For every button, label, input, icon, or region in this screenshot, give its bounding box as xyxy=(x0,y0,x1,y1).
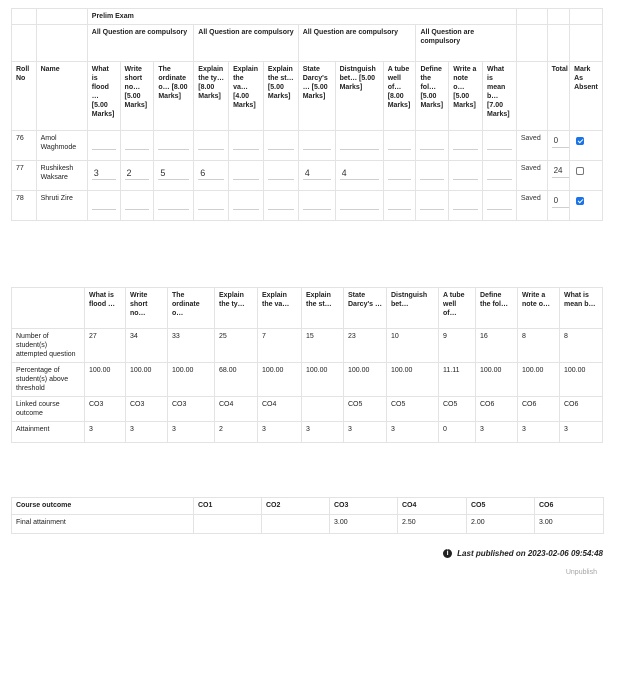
last-published-info xyxy=(443,549,603,558)
stats-value: CO4 xyxy=(258,397,302,422)
stat-question-header: The ordinate o… xyxy=(168,288,215,329)
mark-input[interactable] xyxy=(303,166,331,180)
mark-input[interactable] xyxy=(453,166,478,180)
course-outcome-header: Course outcome xyxy=(12,498,194,515)
stats-value: 8 xyxy=(560,329,603,363)
stats-value: 3 xyxy=(387,422,439,443)
stats-value: 100.00 xyxy=(302,363,344,397)
stats-value: 8 xyxy=(518,329,560,363)
question-header: What is flood … [5.00 Marks] xyxy=(87,62,120,131)
question-header: A tube well of… [8.00 Marks] xyxy=(383,62,416,131)
student-row xyxy=(12,191,603,221)
mark-input[interactable] xyxy=(198,166,224,180)
stats-value: 10 xyxy=(387,329,439,363)
question-group-label: All Question are compulsory xyxy=(416,25,516,62)
question-group-label: All Question are compulsory xyxy=(194,25,298,62)
stats-value: CO3 xyxy=(168,397,215,422)
question-header: Explain the st… [5.00 Marks] xyxy=(263,62,298,131)
mark-input[interactable] xyxy=(198,196,224,210)
stats-value: CO3 xyxy=(126,397,168,422)
marks-table xyxy=(11,8,603,221)
student-row xyxy=(12,161,603,191)
stats-value: 23 xyxy=(344,329,387,363)
final-attainment-label: Final attainment xyxy=(12,515,194,534)
stats-value: 3 xyxy=(560,422,603,443)
mark-input[interactable] xyxy=(487,196,512,210)
question-header: Distnguish bet… [5.00 Marks] xyxy=(335,62,383,131)
stats-value: 100.00 xyxy=(126,363,168,397)
stats-value: 68.00 xyxy=(215,363,258,397)
mark-input[interactable] xyxy=(125,196,150,210)
student-name: Rushikesh Waksare xyxy=(36,161,87,191)
stats-row-label: Percentage of student(s) above threshold xyxy=(12,363,85,397)
last-published-text: Last published on 2023-02-06 09:54:48 xyxy=(457,549,603,558)
final-attainment-value: 2.00 xyxy=(467,515,535,534)
stats-row xyxy=(12,422,603,443)
mark-input[interactable] xyxy=(158,166,189,180)
student-row xyxy=(12,131,603,161)
outcome-header: CO6 xyxy=(535,498,604,515)
mark-input[interactable] xyxy=(268,196,294,210)
student-name: Shruti Zire xyxy=(36,191,87,221)
final-attainment-value xyxy=(262,515,330,534)
mark-input[interactable] xyxy=(268,166,294,180)
stats-value: 9 xyxy=(439,329,476,363)
mark-input[interactable] xyxy=(92,136,116,150)
total-input[interactable] xyxy=(552,164,570,178)
mark-input[interactable] xyxy=(92,196,116,210)
stats-value: 100.00 xyxy=(476,363,518,397)
stats-value: 15 xyxy=(302,329,344,363)
stats-value: CO5 xyxy=(387,397,439,422)
mark-input[interactable] xyxy=(340,196,379,210)
stat-question-header: Explain the st… xyxy=(302,288,344,329)
save-status: Saved xyxy=(520,165,541,172)
mark-input[interactable] xyxy=(92,166,116,180)
stats-value: CO5 xyxy=(439,397,476,422)
mark-input[interactable] xyxy=(388,136,412,150)
mark-input[interactable] xyxy=(453,196,478,210)
stats-value: 100.00 xyxy=(258,363,302,397)
outcome-header: CO3 xyxy=(330,498,398,515)
stats-value: 3 xyxy=(518,422,560,443)
question-group-label: All Question are compulsory xyxy=(298,25,416,62)
mark-input[interactable] xyxy=(303,136,331,150)
stats-value: 3 xyxy=(258,422,302,443)
outcome-header: CO4 xyxy=(398,498,467,515)
stats-value: CO6 xyxy=(518,397,560,422)
stats-value: 3 xyxy=(344,422,387,443)
stat-question-header: State Darcy's … xyxy=(344,288,387,329)
stats-row xyxy=(12,329,603,363)
unpublish-button[interactable]: Unpublish xyxy=(565,569,597,576)
stats-value: 34 xyxy=(126,329,168,363)
final-attainment-value: 3.00 xyxy=(330,515,398,534)
roll-no: 77 xyxy=(12,161,37,191)
stats-value: 3 xyxy=(476,422,518,443)
stats-value: 100.00 xyxy=(518,363,560,397)
mark-input[interactable] xyxy=(125,136,150,150)
mark-input[interactable] xyxy=(158,196,189,210)
absent-header: Mark As Absent xyxy=(570,62,603,131)
absent-checkbox[interactable] xyxy=(576,197,584,205)
question-header: Define the fol… [5.00 Marks] xyxy=(416,62,449,131)
stats-value: 7 xyxy=(258,329,302,363)
mark-input[interactable] xyxy=(233,196,259,210)
question-group-label: All Question are compulsory xyxy=(87,25,194,62)
stats-value: 25 xyxy=(215,329,258,363)
stats-value: CO4 xyxy=(215,397,258,422)
stat-question-header: Define the fol… xyxy=(476,288,518,329)
question-header: The ordinate o… [8.00 Marks] xyxy=(154,62,194,131)
final-attainment-value: 2.50 xyxy=(398,515,467,534)
stats-value: 100.00 xyxy=(560,363,603,397)
absent-checkbox[interactable] xyxy=(576,137,584,145)
stats-value: 2 xyxy=(215,422,258,443)
mark-input[interactable] xyxy=(420,196,444,210)
stats-value: 27 xyxy=(85,329,126,363)
mark-input[interactable] xyxy=(158,136,189,150)
outcome-header: CO2 xyxy=(262,498,330,515)
stats-value: 16 xyxy=(476,329,518,363)
save-status: Saved xyxy=(520,195,541,202)
total-input[interactable] xyxy=(552,194,570,208)
total-input[interactable] xyxy=(552,134,570,148)
stat-question-header: What is flood … xyxy=(85,288,126,329)
stats-value xyxy=(302,397,344,422)
mark-input[interactable] xyxy=(233,166,259,180)
mark-input[interactable] xyxy=(233,136,259,150)
stats-value: CO3 xyxy=(85,397,126,422)
mark-input[interactable] xyxy=(388,196,412,210)
stats-value: CO6 xyxy=(560,397,603,422)
mark-input[interactable] xyxy=(198,136,224,150)
mark-input[interactable] xyxy=(125,166,150,180)
mark-input[interactable] xyxy=(420,136,444,150)
roll-no-header: Roll No xyxy=(12,62,37,131)
course-outcome-table xyxy=(11,497,604,534)
stats-row xyxy=(12,363,603,397)
total-header: Total xyxy=(547,62,570,131)
stat-question-header: Write short no… xyxy=(126,288,168,329)
roll-no: 78 xyxy=(12,191,37,221)
stats-value: 3 xyxy=(168,422,215,443)
stats-value: CO5 xyxy=(344,397,387,422)
name-header: Name xyxy=(36,62,87,131)
stats-value: 100.00 xyxy=(344,363,387,397)
info-icon: i xyxy=(443,549,452,558)
stats-value: 11.11 xyxy=(439,363,476,397)
mark-input[interactable] xyxy=(487,136,512,150)
stat-question-header: Explain the va… xyxy=(258,288,302,329)
stats-value: 100.00 xyxy=(168,363,215,397)
final-attainment-value xyxy=(194,515,262,534)
question-header: What is mean b… [7.00 Marks] xyxy=(483,62,517,131)
final-attainment-value: 3.00 xyxy=(535,515,604,534)
stat-question-header: Explain the ty… xyxy=(215,288,258,329)
stats-value: 100.00 xyxy=(387,363,439,397)
stats-row-label: Linked course outcome xyxy=(12,397,85,422)
mark-input[interactable] xyxy=(340,166,379,180)
roll-no: 76 xyxy=(12,131,37,161)
outcome-header: CO1 xyxy=(194,498,262,515)
stats-value: 33 xyxy=(168,329,215,363)
mark-input[interactable] xyxy=(453,136,478,150)
mark-input[interactable] xyxy=(388,166,412,180)
mark-input[interactable] xyxy=(303,196,331,210)
stat-question-header: Distnguish bet… xyxy=(387,288,439,329)
stat-question-header: Write a note o… xyxy=(518,288,560,329)
student-name: Amol Waghmode xyxy=(36,131,87,161)
question-header: Explain the ty… [8.00 Marks] xyxy=(194,62,229,131)
stats-value: 100.00 xyxy=(85,363,126,397)
stats-value: 3 xyxy=(126,422,168,443)
stats-value: 3 xyxy=(302,422,344,443)
mark-input[interactable] xyxy=(340,136,379,150)
stats-value: 0 xyxy=(439,422,476,443)
stats-value: CO6 xyxy=(476,397,518,422)
stats-row xyxy=(12,397,603,422)
mark-input[interactable] xyxy=(268,136,294,150)
stat-question-header: A tube well of… xyxy=(439,288,476,329)
question-header: State Darcy's … [5.00 Marks] xyxy=(298,62,335,131)
exam-title: Prelim Exam xyxy=(87,9,516,25)
stats-row-label: Number of student(s) attempted question xyxy=(12,329,85,363)
stat-question-header: What is mean b… xyxy=(560,288,603,329)
stats-value: 3 xyxy=(85,422,126,443)
question-stats-table xyxy=(11,287,603,443)
question-header: Write a note o… [5.00 Marks] xyxy=(449,62,483,131)
question-header: Explain the va… [4.00 Marks] xyxy=(229,62,264,131)
absent-checkbox[interactable] xyxy=(576,167,584,175)
stats-row-label: Attainment xyxy=(12,422,85,443)
mark-input[interactable] xyxy=(420,166,444,180)
save-status: Saved xyxy=(520,135,541,142)
mark-input[interactable] xyxy=(487,166,512,180)
outcome-header: CO5 xyxy=(467,498,535,515)
question-header: Write short no… [5.00 Marks] xyxy=(120,62,154,131)
